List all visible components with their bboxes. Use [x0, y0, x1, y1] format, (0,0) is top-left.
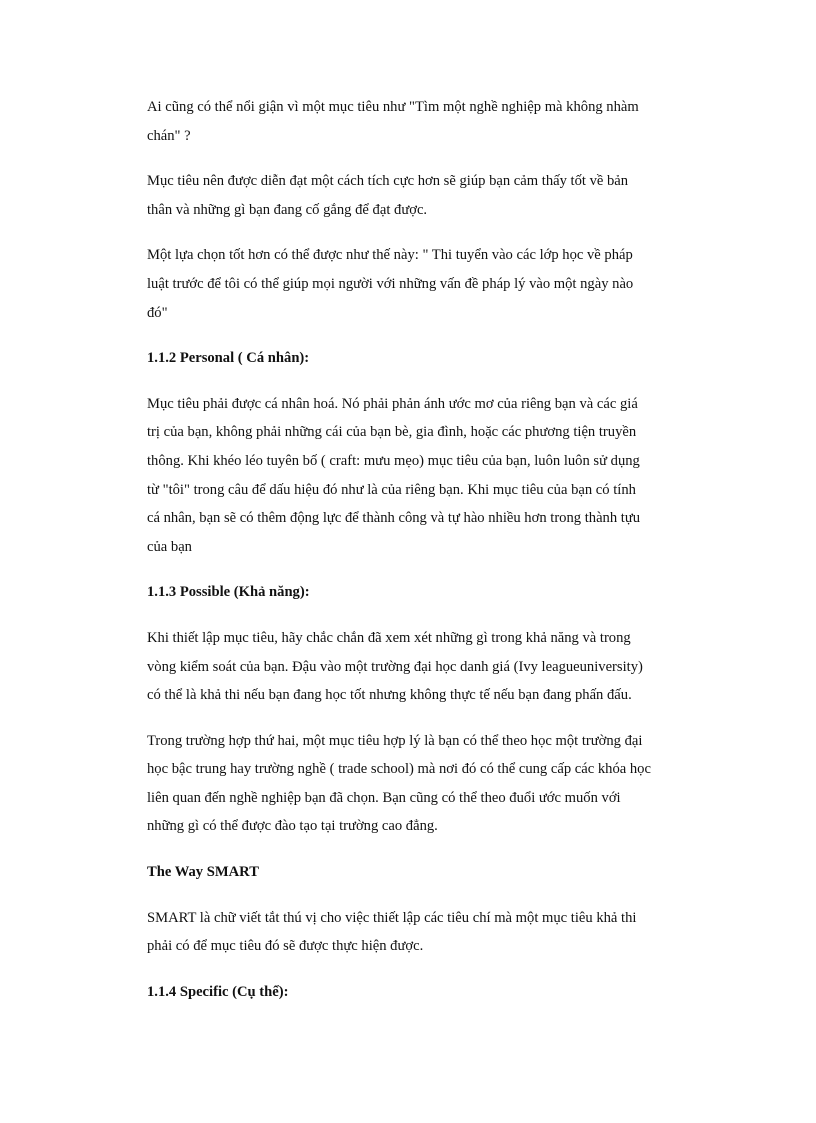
heading-the-way-smart: The Way SMART	[147, 864, 259, 881]
text-line: thân và những gì bạn đang cố gắng để đạt được.	[147, 201, 428, 218]
paragraph-smart	[147, 904, 672, 961]
text-line: liên quan đến nghề nghiệp bạn đã chọn. Bạn cũng có thể theo đuổi ước muốn với	[147, 789, 621, 806]
text-line: trị của bạn, không phải những cái của bạn bè, gia đình, hoặc các phương tiện truyền	[147, 424, 637, 441]
document-page	[147, 93, 672, 1023]
paragraph-positive-goal	[147, 167, 672, 224]
text-line: từ "tôi" trong câu để dấu hiệu đó như là của riêng bạn. Khi mục tiêu của bạn có tính	[147, 481, 636, 498]
text-line: luật trước để tôi có thể giúp mọi người với những vấn đề pháp lý vào một ngày nào	[147, 275, 634, 292]
heading-specific: 1.1.4 Specific (Cụ thể):	[147, 983, 289, 1000]
paragraph-second-case	[147, 727, 672, 841]
text-line: có thể là khả thi nếu bạn đang học tốt nhưng không thực tế nếu bạn đang phấn đấu.	[147, 687, 632, 704]
paragraph-possible	[147, 624, 672, 710]
text-line: vòng kiểm soát của bạn. Đậu vào một trường đại học danh giá (Ivy leagueuniversity)	[147, 658, 643, 675]
heading-possible: 1.1.3 Possible (Khả năng):	[147, 584, 310, 601]
text-line: Khi thiết lập mục tiêu, hãy chắc chắn đã xem xét những gì trong khả năng và trong	[147, 629, 631, 646]
text-line: Mục tiêu nên được diễn đạt một cách tích cực hơn sẽ giúp bạn cảm thấy tốt về bản	[147, 173, 629, 190]
text-line: phải có để mục tiêu đó sẽ được thực hiện được.	[147, 938, 424, 955]
text-line: học bậc trung hay trường nghề ( trade school) mà nơi đó có thể cung cấp các khóa học	[147, 761, 651, 778]
heading-personal: 1.1.2 Personal ( Cá nhân):	[147, 350, 310, 367]
text-line: Mục tiêu phải được cá nhân hoá. Nó phải phản ánh ước mơ của riêng bạn và các giá	[147, 395, 638, 412]
text-line: Một lựa chọn tốt hơn có thể được như thế này: " Thi tuyển vào các lớp học về pháp	[147, 247, 633, 264]
text-line: cá nhân, bạn sẽ có thêm động lực để thành công và tự hào nhiều hơn trong thành tựu	[147, 510, 641, 527]
text-line: Trong trường hợp thứ hai, một mục tiêu hợp lý là bạn có thể theo học một trường đại	[147, 732, 643, 749]
text-line: thông. Khi khéo léo tuyên bố ( craft: mưu mẹo) mục tiêu của bạn, luôn luôn sử dụng	[147, 452, 640, 469]
text-line: SMART là chữ viết tắt thú vị cho việc thiết lập các tiêu chí mà một mục tiêu khả thi	[147, 909, 637, 926]
paragraph-goal-anger	[147, 93, 672, 150]
text-line: Ai cũng có thể nổi giận vì một mục tiêu như "Tìm một nghề nghiệp mà không nhàm	[147, 99, 639, 115]
text-line: của bạn	[147, 538, 192, 555]
text-line: đó"	[147, 304, 168, 321]
paragraph-better-choice	[147, 241, 672, 327]
paragraph-personal	[147, 390, 672, 562]
text-line: những gì có thể được đào tạo tại trường cao đẳng.	[147, 818, 438, 835]
text-line: chán" ?	[147, 127, 191, 144]
